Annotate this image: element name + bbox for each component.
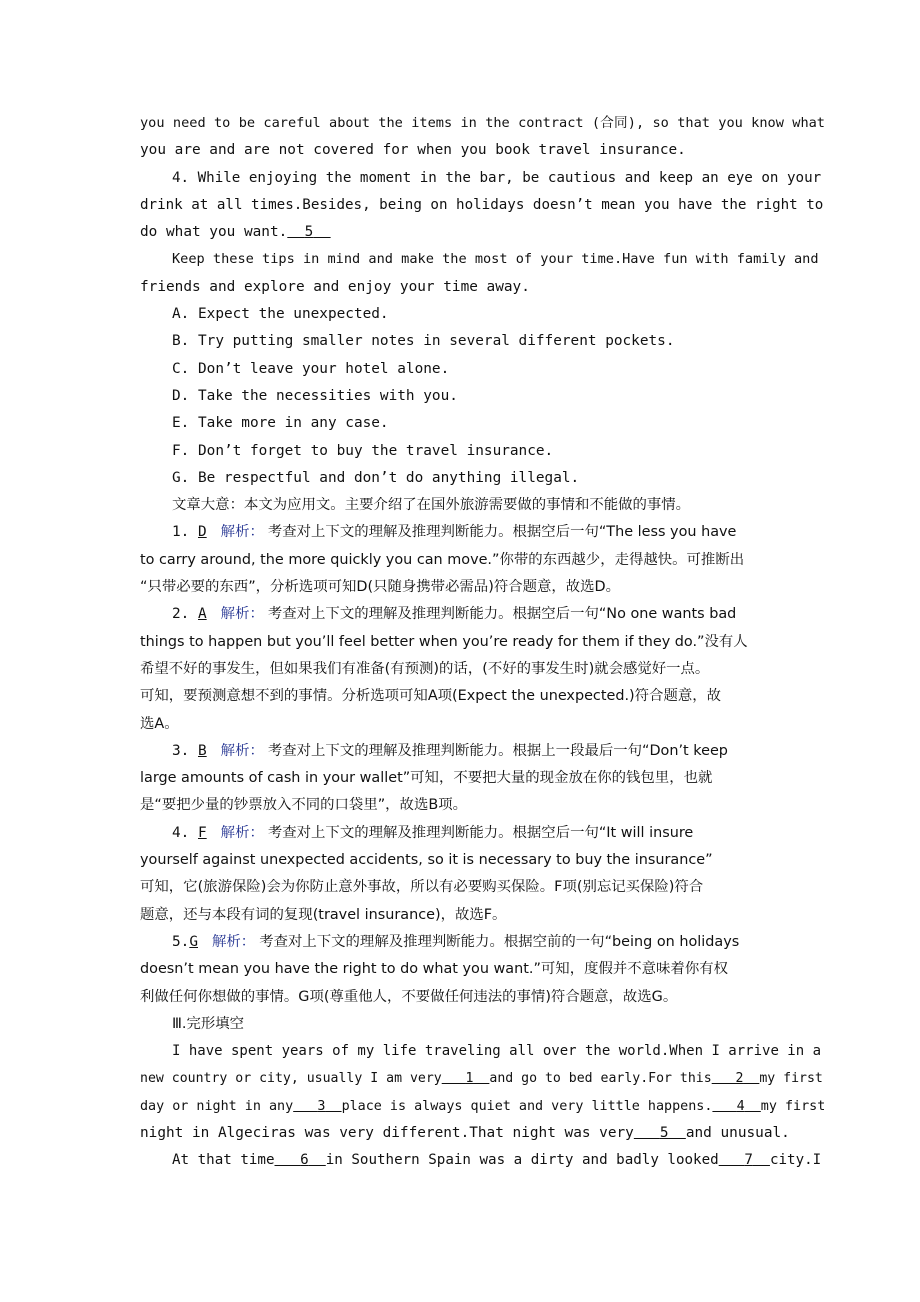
- text-line: large amounts of cash in your wallet”可知，不要把大量的现金放在你的钱包里，也就: [140, 770, 713, 787]
- document-page: [140, 110, 825, 1175]
- blank-number: 3: [317, 1098, 326, 1114]
- answer-letter: D: [198, 524, 207, 541]
- text-line: 题意，还与本段有词的复现(travel insurance)，故选F。: [140, 906, 507, 923]
- option-b: B. Try putting smaller notes in several different pockets.: [172, 333, 675, 350]
- answer-2: [140, 601, 825, 628]
- text-line: friends and explore and enjoy your time away.: [140, 278, 530, 295]
- option-a: A. Expect the unexpected.: [172, 306, 389, 323]
- answer-1: [140, 519, 825, 546]
- answer-5: [140, 929, 825, 956]
- option-g: G. Be respectful and don’t do anything illegal.: [172, 469, 580, 486]
- text-span: place is always quiet and very little happens.: [341, 1098, 713, 1114]
- text-span: do what you want.: [140, 224, 288, 241]
- option-f: F. Don’t forget to buy the travel insurance.: [172, 442, 554, 459]
- text-line: 是“要把少量的钞票放入不同的口袋里”，故选B项。: [140, 797, 467, 814]
- blank-4: [712, 1093, 760, 1120]
- text-line: you are and are not covered for when you book travel insurance.: [140, 142, 686, 159]
- jiexi-label: 解析：: [220, 742, 264, 759]
- text-line: Keep these tips in mind and make the most of your time.Have fun with family and: [172, 251, 819, 268]
- answer-letter: A: [198, 606, 207, 623]
- answer-letter: F: [198, 824, 207, 841]
- section-heading: Ⅲ.完形填空: [172, 1015, 245, 1032]
- blank-number: 1: [465, 1071, 474, 1087]
- text-line: 利做任何你想做的事情。G项(尊重他人，不要做任何违法的事情)符合题意，故选G。: [140, 988, 678, 1005]
- text-line: yourself against unexpected accidents, so it is necessary to buy the insurance”: [140, 852, 713, 869]
- text-span: you need to be careful about the items in the contract (合同), so that you know what: [140, 115, 825, 131]
- answer-number: 4.: [172, 824, 190, 841]
- text-line: [140, 1065, 825, 1092]
- text-line: 可知，要预测意想不到的事情。分析选项可知A项(Expect the unexpected.)符合题意，故: [140, 688, 722, 705]
- jiexi-label: 解析：: [212, 933, 256, 950]
- answer-number: 5.: [172, 933, 190, 950]
- blank-6: [275, 1147, 326, 1174]
- blank-number: 6: [300, 1152, 309, 1169]
- blank-2: [712, 1065, 760, 1092]
- blank-3: [293, 1093, 341, 1120]
- answer-text: 考查对上下文的理解及推理判断能力。根据空前的一句“being on holidays: [259, 933, 740, 950]
- blank-number: 5: [304, 224, 314, 241]
- text-span: day or night in any: [140, 1098, 294, 1114]
- text-line: “只带必要的东西”，分析选项可知D(只随身携带必需品)符合题意，故选D。: [140, 579, 621, 596]
- text-span: and go to bed early.For this: [489, 1071, 712, 1087]
- text-line: [140, 1120, 825, 1147]
- option-e: E. Take more in any case.: [172, 415, 389, 432]
- blank-number: 2: [735, 1071, 744, 1087]
- text-line: things to happen but you’ll feel better when you’re ready for them if they do.”没有人: [140, 633, 748, 650]
- blank-number: 7: [744, 1152, 753, 1169]
- answer-number: 2.: [172, 606, 190, 623]
- text-span: my first: [760, 1098, 825, 1114]
- jiexi-label: 解析：: [220, 606, 264, 623]
- text-line: [140, 219, 825, 246]
- answer-text: 考查对上下文的理解及推理判断能力。根据空后一句“The less you have: [267, 524, 737, 541]
- text-line: 选A。: [140, 715, 179, 732]
- text-span: At that time: [172, 1152, 275, 1169]
- text-span: in Southern Spain was a dirty and badly looked: [325, 1152, 719, 1169]
- option-d: D. Take the necessities with you.: [172, 387, 458, 404]
- jiexi-label: 解析：: [220, 524, 264, 541]
- text-line: to carry around, the more quickly you can move.”你带的东西越少，走得越快。可推断出: [140, 551, 745, 568]
- text-span: my first: [759, 1071, 823, 1087]
- text-line: 希望不好的事发生，但如果我们有准备(有预测)的话，(不好的事发生时)就会感觉好一点。: [140, 660, 710, 677]
- blank-number: 5: [659, 1124, 669, 1141]
- answer-number: 1.: [172, 524, 190, 541]
- answer-letter: G: [189, 933, 198, 950]
- text-line: doesn’t mean you have the right to do what you want.”可知，度假并不意味着你有权: [140, 961, 729, 978]
- answer-text: 考查对上下文的理解及推理判断能力。根据上一段最后一句“Don’t keep: [267, 742, 728, 759]
- answer-text: 考查对上下文的理解及推理判断能力。根据空后一句“It will insure: [267, 824, 694, 841]
- text-span: new country or city, usually I am very: [140, 1071, 442, 1087]
- blank-5: [287, 219, 330, 246]
- option-c: C. Don’t leave your hotel alone.: [172, 360, 450, 377]
- text-span: and unusual.: [685, 1124, 790, 1141]
- text-span: city.I: [769, 1152, 822, 1169]
- answer-number: 3.: [172, 742, 190, 759]
- jiexi-label: 解析：: [220, 824, 264, 841]
- text-line: drink at all times.Besides, being on holidays doesn’t mean you have the right to: [140, 196, 824, 213]
- blank-number: 4: [736, 1098, 745, 1114]
- text-span: night in Algeciras was very different.That night was very: [140, 1124, 634, 1141]
- answer-text: 考查对上下文的理解及推理判断能力。根据空后一句“No one wants bad: [267, 606, 737, 623]
- text-line: [140, 1093, 825, 1120]
- blank-5: [634, 1120, 686, 1147]
- text-line: 4. While enjoying the moment in the bar, be cautious and keep an eye on your: [172, 169, 822, 186]
- text-line: I have spent years of my life traveling all over the world.When I arrive in a: [172, 1043, 822, 1060]
- blank-1: [442, 1065, 490, 1092]
- answer-4: [140, 820, 825, 847]
- blank-7: [719, 1147, 770, 1174]
- text-line: [140, 110, 825, 137]
- text-line: 可知，它(旅游保险)会为你防止意外事故，所以有必要购买保险。F项(别忘记买保险)符合: [140, 879, 704, 896]
- answer-letter: B: [198, 742, 207, 759]
- text-line: [140, 1147, 825, 1174]
- article-summary: 文章大意：本文为应用文。主要介绍了在国外旅游需要做的事情和不能做的事情。: [172, 497, 691, 514]
- answer-3: [140, 738, 825, 765]
